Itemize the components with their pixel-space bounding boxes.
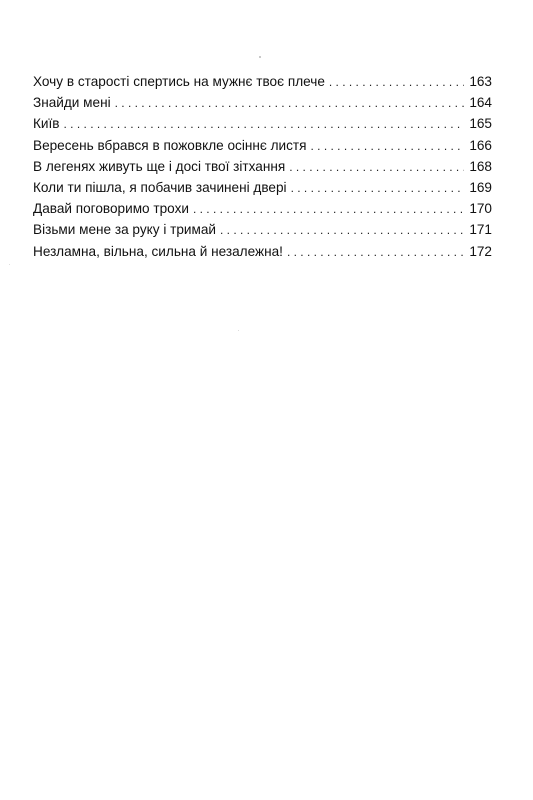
toc-entry-page-number: 172 (469, 243, 492, 259)
toc-entry-title: Хочу в старості спертись на мужнє твоє плече (33, 74, 325, 89)
toc-entry (33, 156, 492, 177)
dot-leader (291, 178, 464, 198)
toc-entry (33, 113, 492, 134)
toc-entry (33, 198, 492, 219)
toc-entry-title: Візьми мене за руку і тримай (33, 222, 216, 238)
dot-leader (310, 136, 464, 156)
toc-entry (33, 92, 492, 113)
toc-entry-title: Коли ти пішла, я побачив зачинені двері (33, 179, 287, 195)
toc-entry-page-number: 164 (469, 95, 492, 111)
paper-speck (238, 330, 239, 331)
dot-leader (64, 114, 464, 134)
toc-entry (33, 219, 492, 240)
toc-entry-page-number: 166 (469, 137, 492, 153)
toc-entry-title: Знайди мені (33, 95, 111, 111)
dot-leader (287, 242, 464, 262)
dot-leader (193, 199, 464, 219)
table-of-contents (33, 71, 492, 262)
toc-entry-title: Київ (33, 116, 60, 132)
toc-entry-page-number: 171 (469, 222, 492, 238)
toc-entry (33, 135, 492, 156)
toc-entry-title: Вересень вбрався в пожовкле осіннє листя (33, 137, 307, 153)
toc-entry-title: Незламна, вільна, сильна й незалежна! (33, 243, 283, 259)
toc-entry-title: В легенях живуть ще і досі твої зітхання (33, 158, 286, 174)
dot-leader (329, 72, 464, 92)
toc-entry (33, 71, 492, 92)
toc-entry-page-number: 168 (469, 158, 492, 174)
paper-speck (9, 264, 10, 265)
paper-speck (259, 56, 261, 58)
toc-entry-page-number: 170 (469, 201, 492, 217)
dot-leader (115, 93, 464, 113)
toc-entry-page-number: 169 (469, 179, 492, 195)
toc-entry-page-number: 165 (469, 116, 492, 132)
toc-entry (33, 177, 492, 198)
toc-entry-page-number: 163 (469, 74, 492, 89)
dot-leader (289, 157, 464, 177)
toc-entry-title: Давай поговоримо трохи (33, 201, 189, 217)
dot-leader (220, 220, 464, 240)
toc-entry (33, 241, 492, 262)
